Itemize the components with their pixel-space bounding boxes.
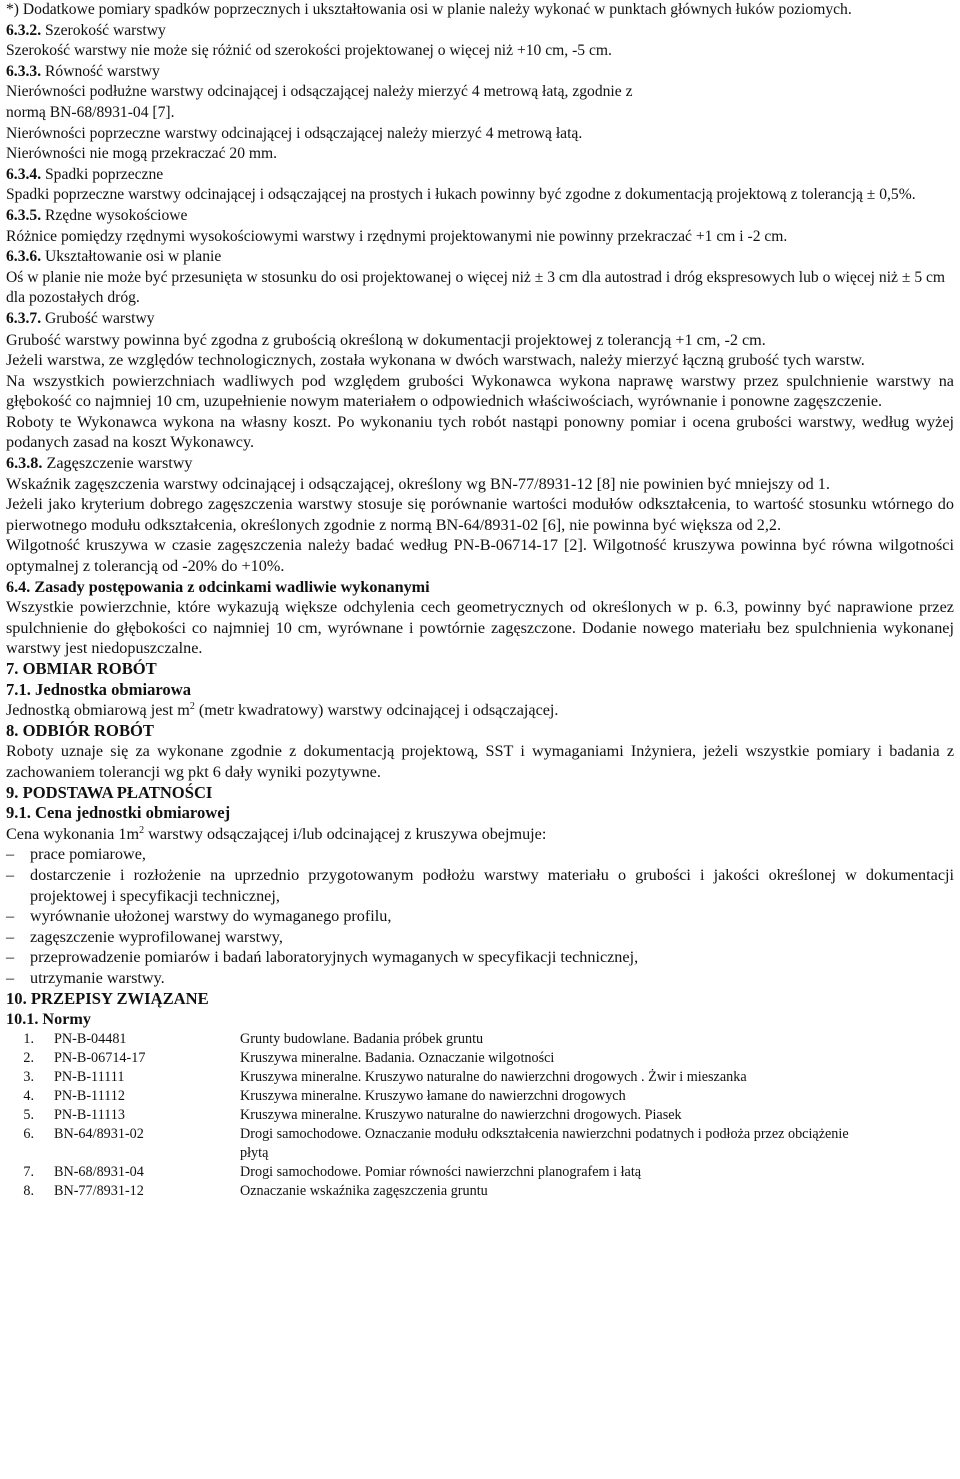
dash-bullet: – (6, 845, 15, 864)
section-6-3-7-body-3: Na wszystkich powierzchniach wadliwych pod względem grubości Wykonawca wykona naprawę warstwy przez spulchnienie warstwy na głębokość co najmniej 10 cm, uzupełnienie nowym materiałem o odpowiednich właściwościach, wyrównanie i ponowne zagęszczenie. (6, 371, 954, 411)
section-9-1-heading: 9.1. Cena jednostki obmiarowej (6, 803, 231, 823)
norm-number: 1. (23, 1030, 34, 1047)
norm-description: Oznaczanie wskaźnika zagęszczenia gruntu (240, 1182, 488, 1199)
norm-code: BN-77/8931-12 (54, 1182, 144, 1199)
list-item: – dostarczenie i rozłożenie na uprzednio przygotowanym podłożu warstwy materiału o grubości i jakości określonej w dokumentacji projektowej i specyfikacji technicznej, (6, 865, 954, 905)
section-9-1-intro: Cena wykonania $1m^2$ warstwy odsączającej i/lub odcinającej z kruszywa obejmuje: (6, 824, 547, 843)
norm-description: Kruszywa mineralne. Kruszywo naturalne do nawierzchni drogowych. Piasek (240, 1106, 682, 1123)
norm-code: BN-68/8931-04 (54, 1163, 144, 1180)
section-6-3-2-heading: 6.3.2. Szerokość warstwy (6, 21, 166, 39)
norm-description: Kruszywa mineralne. Badania. Oznaczanie wilgotności (240, 1049, 555, 1066)
norm-code: PN-B-11113 (54, 1106, 125, 1123)
section-6-3-4-heading: 6.3.4. Spadki poprzeczne (6, 165, 164, 183)
section-6-3-4-body: Spadki poprzeczne warstwy odcinającej i odsączającej na prostych i łukach powinny być zgodne z dokumentacją projektową z tolerancją ± 0,5%. (6, 186, 916, 204)
section-8-heading: 8. ODBIÓR ROBÓT (6, 720, 154, 740)
table-row (6, 1106, 870, 1125)
section-6-3-7-heading: 6.3.7. Grubość warstwy (6, 309, 155, 327)
norm-code: BN-64/8931-02 (54, 1125, 144, 1142)
list-item: – przeprowadzenie pomiarów i badań laboratoryjnych wymaganych w specyfikacji technicznej, (6, 948, 639, 967)
section-10-heading: 10. PRZEPISY ZWIĄZANE (6, 988, 209, 1008)
list-item: – wyrównanie ułożonej warstwy do wymaganego profilu, (6, 907, 392, 926)
norm-code: PN-B-04481 (54, 1030, 127, 1047)
section-6-4-heading: 6.4. Zasady postępowania z odcinkami wadliwie wykonanymi (6, 577, 430, 596)
section-6-3-8-body-3: Wilgotność kruszywa w czasie zagęszczenia należy badać według PN-B-06714-17 [2]. Wilgotność kruszywa powinna być równa wilgotności optymalnej z tolerancją od -20% do +10%. (6, 536, 954, 576)
table-row (6, 1068, 870, 1087)
section-6-4-body: Wszystkie powierzchnie, które wykazują większe odchylenia cech geometrycznych od określonych w p. 6.3, powinny być naprawione przez spulchnienie do głębokości co najmniej 10 cm, wyrównane i powtórnie zagęszczone. Dodanie nowego materiału bez spulchnienia wykonanej warstwy jest niedopuszczalne. (6, 598, 954, 658)
section-7-1-body: Jednostką obmiarową jest $m^2$ (metr kwadratowy) warstwy odcinającej i odsączającej. (6, 701, 559, 720)
section-6-3-8-heading: 6.3.8. Zagęszczenie warstwy (6, 454, 193, 473)
dash-bullet: – (6, 968, 15, 987)
norm-number: 6. (23, 1125, 34, 1142)
section-6-3-8-body-2: Jeżeli jako kryterium dobrego zagęszczenia warstwy stosuje się porównanie wartości modułów odkształcenia, to wartość stosunku wtórnego do pierwotnego modułu odkształcenia, określonych zgodnie z normą BN-64/8931-02 [6], nie powinna być większa od 2,2. (6, 495, 954, 534)
section-6-3-7-body-1: Grubość warstwy powinna być zgodna z grubością określoną w dokumentacji projektowej z tolerancją +1 cm, -2 cm. (6, 330, 766, 349)
section-6-3-2-body: Szerokość warstwy nie może się różnić od szerokości projektowanej o więcej niż +10 cm, -5 cm. (6, 42, 612, 60)
section-6-3-7-body-2: Jeżeli warstwa, ze względów technologicznych, została wykonana w dwóch warstwach, należy mierzyć łączną grubość tych warstw. (6, 351, 865, 370)
section-6-3-3-body-3: Nierówności nie mogą przekraczać 20 mm. (6, 145, 278, 163)
table-row (6, 1087, 870, 1106)
section-6-3-6-heading: 6.3.6. Ukształtowanie osi w planie (6, 248, 222, 266)
norm-number: 4. (23, 1087, 34, 1104)
norm-number: 3. (23, 1068, 34, 1085)
footnote-paragraph: *) Dodatkowe pomiary spadków poprzecznych i ukształtowania osi w planie należy wykonać w punktach głównych łuków poziomych. (6, 1, 852, 18)
section-6-3-3-body-1: Nierówności podłużne warstwy odcinającej i odsączającej należy mierzyć 4 metrową łatą, zgodnie z normą BN-68/8931-04 [7]. (6, 83, 633, 121)
table-row (6, 1125, 870, 1163)
norm-description: Kruszywa mineralne. Kruszywo łamane do nawierzchni drogowych (240, 1087, 626, 1104)
norm-code: PN-B-06714-17 (54, 1049, 146, 1066)
table-row (6, 1182, 870, 1201)
section-6-3-3-heading: 6.3.3. Równość warstwy (6, 62, 160, 80)
section-6-3-5-heading: 6.3.5. Rzędne wysokościowe (6, 206, 188, 224)
section-9-heading: 9. PODSTAWA PŁATNOŚCI (6, 782, 213, 802)
list-item: – utrzymanie warstwy. (6, 968, 165, 987)
section-6-3-3-body-2: Nierówności poprzeczne warstwy odcinającej i odsączającej należy mierzyć 4 metrową łatą. (6, 124, 583, 142)
dash-bullet: – (6, 927, 15, 946)
norm-code: PN-B-11111 (54, 1068, 125, 1085)
section-7-heading: 7. OBMIAR ROBÓT (6, 659, 157, 678)
norms-table (6, 1030, 870, 1201)
section-8-body: Roboty uznaje się za wykonane zgodnie z dokumentacją projektową, SST i wymaganiami Inżyniera, jeżeli wszystkie pomiary i badania z zachowaniem tolerancji wg pkt 6 dały wyniki pozytywne. (6, 742, 954, 781)
norm-number: 7. (23, 1163, 34, 1180)
section-6-3-5-body: Różnice pomiędzy rzędnymi wysokościowymi warstwy i rzędnymi projektowanymi nie powinny przekraczać +1 cm i -2 cm. (6, 227, 788, 245)
norm-description: Drogi samochodowe. Oznaczanie modułu odkształcenia nawierzchni podatnych i podłoża przez obciążenie płytą (240, 1125, 849, 1161)
norm-description: Kruszywa mineralne. Kruszywo naturalne do nawierzchni drogowych . Żwir i mieszanka (240, 1068, 747, 1085)
section-10-1-heading: 10.1. Normy (6, 1010, 91, 1029)
section-6-3-6-body: Oś w planie nie może być przesunięta w stosunku do osi projektowanej o więcej niż ± 3 cm dla autostrad i dróg ekspresowych lub o więcej niż ± 5 cm dla pozostałych dróg. (6, 268, 946, 307)
norm-description: Grunty budowlane. Badania próbek gruntu (240, 1030, 484, 1047)
dash-bullet: – (6, 948, 15, 967)
list-item: – prace pomiarowe, (6, 845, 146, 864)
dash-bullet: – (6, 865, 15, 884)
norm-code: PN-B-11112 (54, 1087, 125, 1104)
norm-description: Drogi samochodowe. Pomiar równości nawierzchni planografem i łatą (240, 1163, 642, 1180)
section-6-3-intro-block (6, 0, 954, 330)
table-row (6, 1049, 870, 1068)
table-row (6, 1163, 870, 1182)
norm-number: 5. (23, 1106, 34, 1123)
norm-number: 2. (23, 1049, 34, 1066)
section-6-3-7-body-4: Roboty te Wykonawca wykona na własny koszt. Po wykonaniu tych robót nastąpi ponowny pomiar i ocena grubości warstwy, według wyżej podanych zasad na koszt Wykonawcy. (6, 412, 954, 452)
section-6-3-8-body-1: Wskaźnik zagęszczenia warstwy odcinającej i odsączającej, określony wg BN-77/8931-12 [8] nie powinien być mniejszy od 1. (6, 474, 830, 493)
norm-number: 8. (23, 1182, 34, 1199)
cost-items-list (6, 844, 954, 988)
table-row (6, 1030, 870, 1049)
list-item: – zagęszczenie wyprofilowanej warstwy, (6, 927, 283, 946)
dash-bullet: – (6, 907, 15, 926)
section-7-1-heading: 7.1. Jednostka obmiarowa (6, 679, 192, 699)
